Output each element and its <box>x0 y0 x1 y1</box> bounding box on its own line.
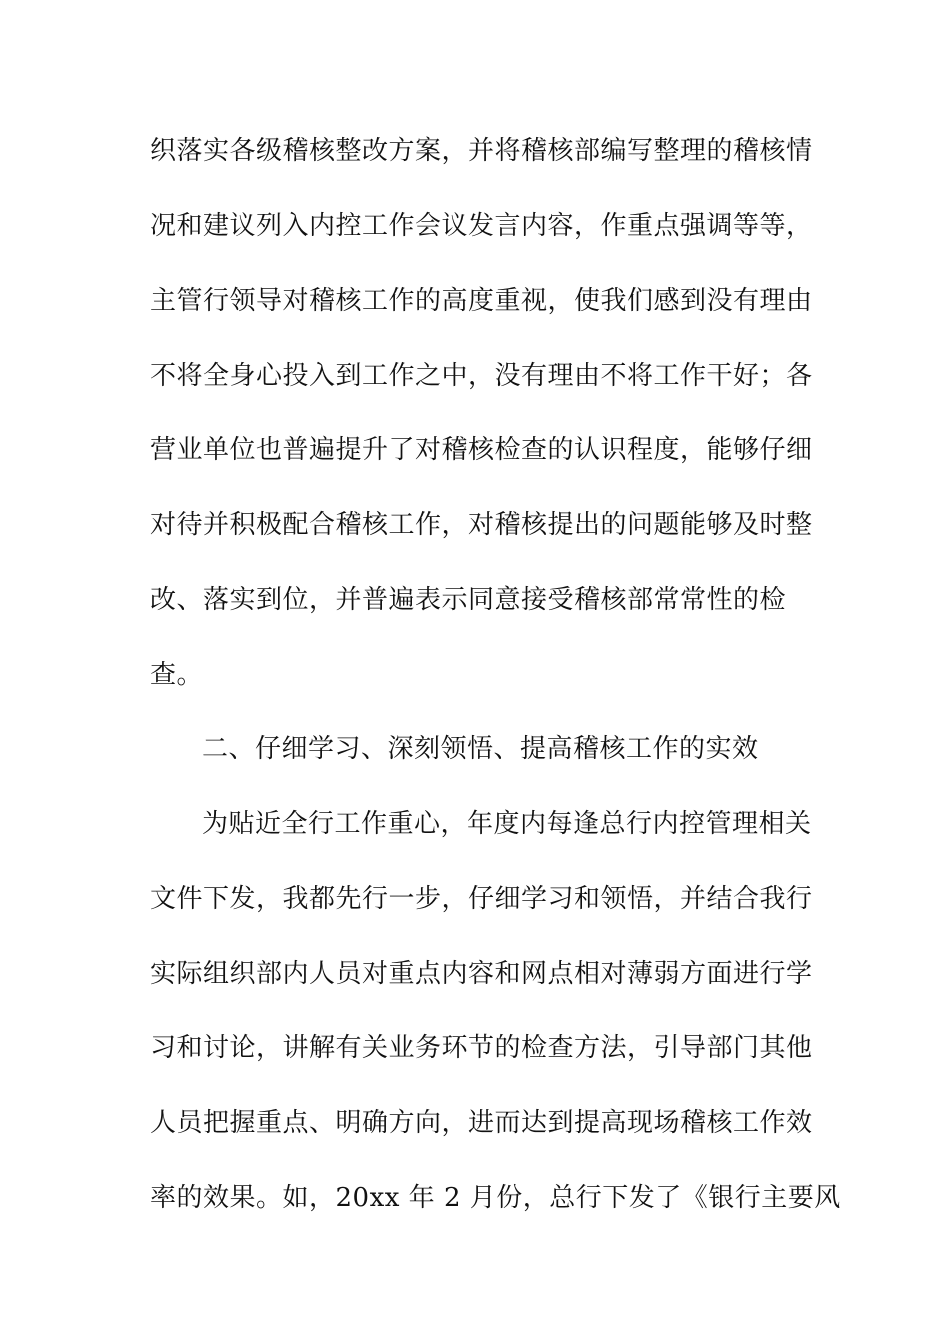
paragraph-line: 为贴近全行工作重心，年度内每逢总行内控管理相关 <box>202 809 812 839</box>
paragraph-line: 不将全身心投入到工作之中，没有理由不将工作干好；各 <box>150 361 813 391</box>
paragraph-line: 人员把握重点、明确方向，进而达到提高现场稽核工作效 <box>150 1108 813 1138</box>
paragraph-line: 率的效果。如，20xx 年 2 月份，总行下发了《银行主要风 <box>150 1183 841 1213</box>
paragraph-line: 习和讨论，讲解有关业务环节的检查方法，引导部门其他 <box>150 1033 813 1063</box>
section-heading: 二、仔细学习、深刻领悟、提高稽核工作的实效 <box>202 734 759 764</box>
paragraph-line: 营业单位也普遍提升了对稽核检查的认识程度，能够仔细 <box>150 435 813 465</box>
paragraph-line: 改、落实到位，并普遍表示同意接受稽核部常常性的检 <box>150 585 787 615</box>
paragraph-line: 实际组织部内人员对重点内容和网点相对薄弱方面进行学 <box>150 959 813 989</box>
paragraph-line: 查。 <box>150 660 204 690</box>
paragraph-line: 主管行领导对稽核工作的高度重视，使我们感到没有理由 <box>150 286 813 316</box>
paragraph-line: 织落实各级稽核整改方案，并将稽核部编写整理的稽核情 <box>150 136 813 166</box>
paragraph-line: 文件下发，我都先行一步，仔细学习和领悟，并结合我行 <box>150 884 813 914</box>
paragraph-line: 对待并积极配合稽核工作，对稽核提出的问题能够及时整 <box>150 510 813 540</box>
paragraph-line: 况和建议列入内控工作会议发言内容，作重点强调等等， <box>150 211 813 241</box>
